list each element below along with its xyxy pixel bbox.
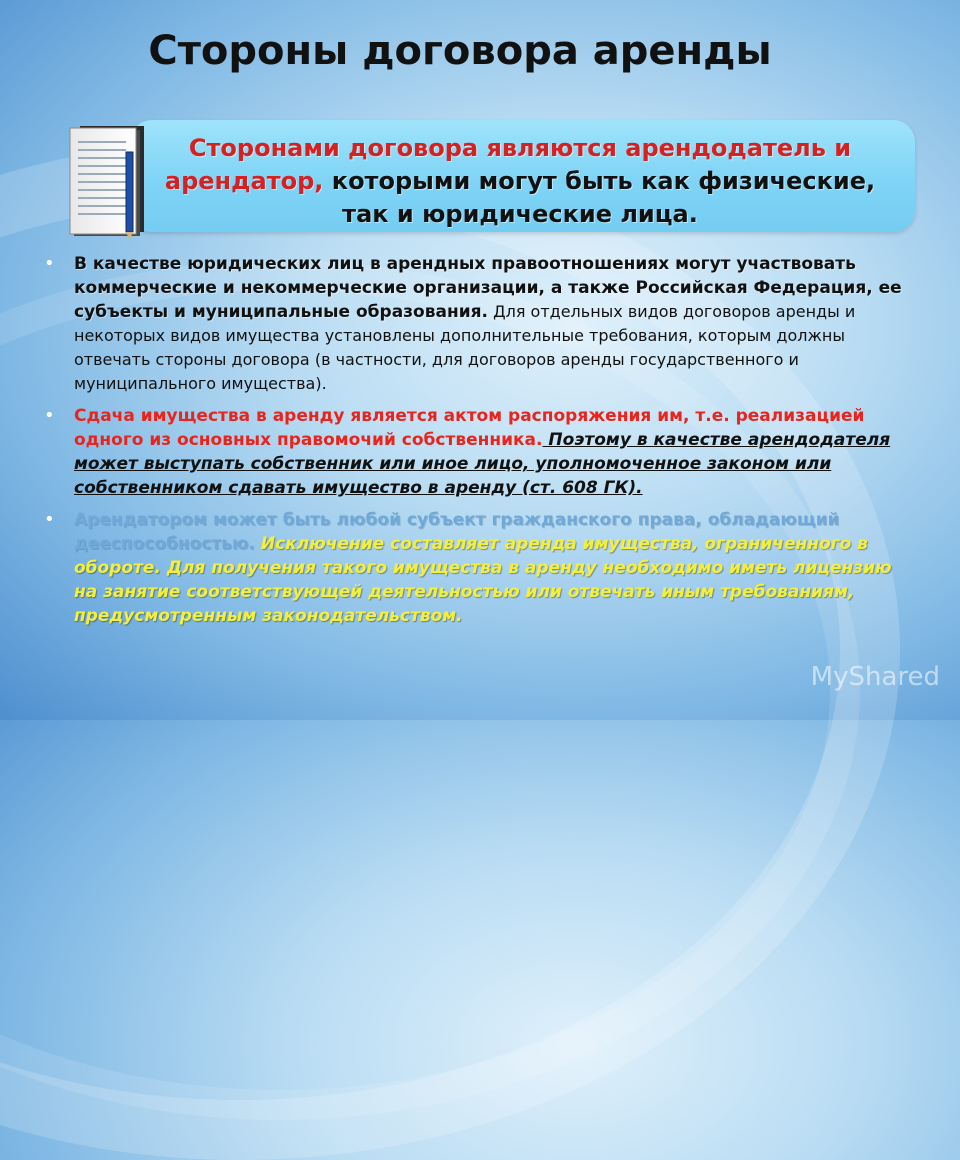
list-item: [44, 404, 916, 500]
bullet-dot: •: [44, 405, 55, 426]
list-item: [44, 508, 916, 628]
list-item: [44, 252, 916, 396]
definition-dark-part: которыми могут быть как физические,: [323, 167, 876, 195]
definition-red-part-2: арендатор,: [164, 167, 324, 195]
bullet-2-underlined: Поэтому в качестве арендодателя может выступать собственник или иное лицо, уполномоченное законом или собственником сдавать имущество в аренду (ст. 608 ГК).: [74, 430, 891, 498]
bullet-list: [44, 252, 916, 636]
definition-red-part: Сторонами договора являются арендодатель и: [188, 134, 852, 162]
definition-dark-part-2: так и юридические лица.: [342, 200, 698, 228]
slide-title: Стороны договора аренды: [148, 28, 772, 74]
bullet-dot: •: [44, 253, 55, 274]
bullet-1-bold: В качестве юридических лиц в арендных правоотношениях могут участвовать коммерческие и некоммерческие организации, а также Российская Федерация, ее субъекты и муниципальные образования.: [74, 254, 902, 322]
document-with-pen-icon: [60, 122, 160, 242]
bullet-3-yellow: Исключение составляет аренда имущества, ограниченного в обороте. Для получения такого имущества в аренду необходимо иметь лицензию на занятие соответствующей деятельностью или отвечать иным требованиям, предусмотренным законодательством.: [74, 534, 892, 626]
bullet-2-red: Сдача имущества в аренду является актом распоряжения им, т.е. реализацией одного из основных правомочий собственника.: [74, 406, 865, 450]
watermark: MyShared: [810, 662, 940, 692]
bullet-dot: •: [44, 509, 55, 530]
definition-text: [150, 132, 890, 231]
bullet-3-blue: Арендатором может быть любой субъект гражданского права, обладающий дееспособностью.: [74, 510, 840, 554]
bullet-1-normal: Для отдельных видов договоров аренды и некоторых видов имущества установлены дополнительные требования, которым должны отвечать стороны договора (в частности, для договоров аренды государственного и муниципального имущества).: [74, 302, 856, 393]
